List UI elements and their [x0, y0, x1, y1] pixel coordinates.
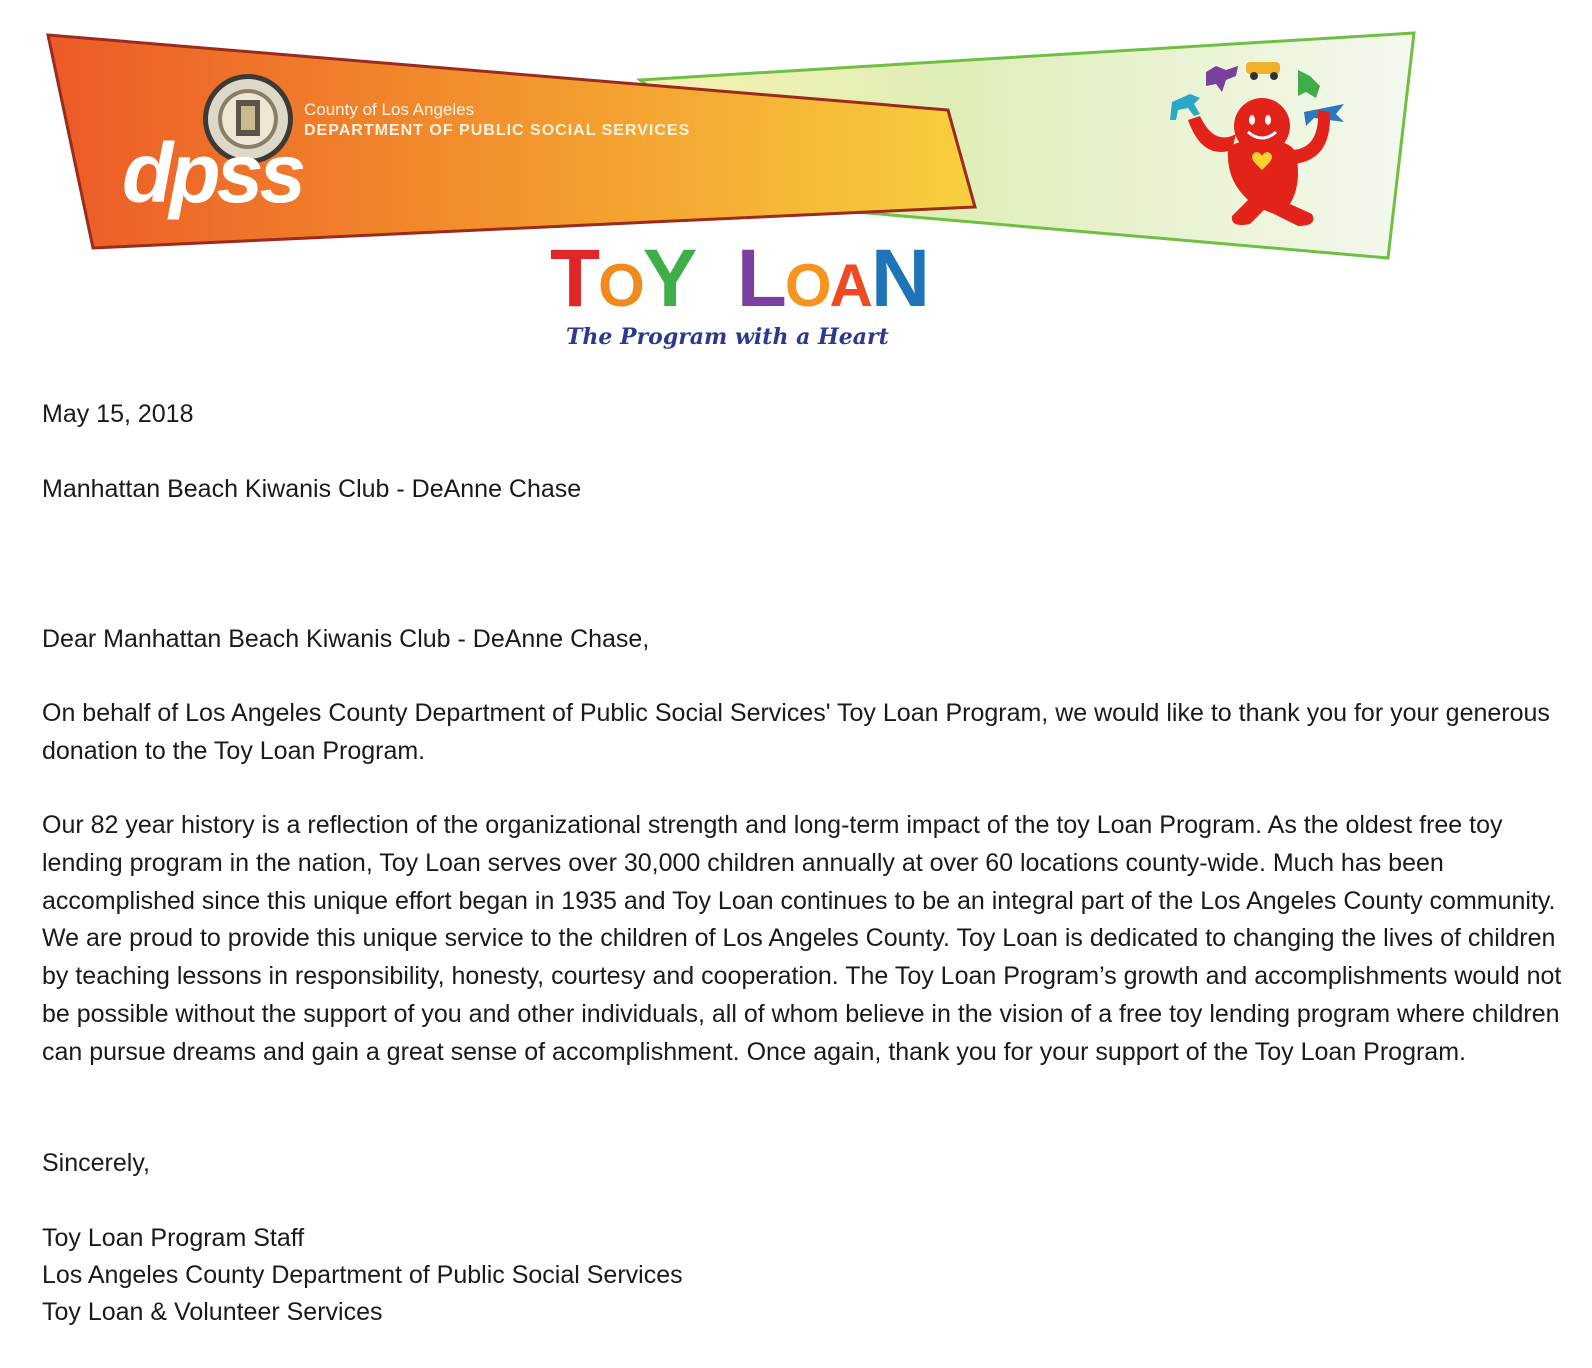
signature-line: Toy Loan & Volunteer Services: [42, 1298, 383, 1326]
signature-line: Los Angeles County Department of Public Social Services: [42, 1261, 683, 1289]
letterhead-banner: [0, 0, 1592, 380]
letter-recipient: Manhattan Beach Kiwanis Club - DeAnne Chase: [42, 475, 582, 503]
dpss-logo: dpss: [122, 126, 303, 220]
department-name: DEPARTMENT OF PUBLIC SOCIAL SERVICES: [304, 122, 691, 139]
svg-text:TOY LOAN: TOY LOAN: [550, 233, 929, 324]
letter-salutation: Dear Manhattan Beach Kiwanis Club - DeAnne Chase,: [42, 625, 650, 653]
tagline: The Program with a Heart: [566, 324, 889, 350]
letter-closing: Sincerely,: [42, 1149, 150, 1177]
toy-loan-logo: [550, 233, 928, 324]
agency-name: County of Los Angeles: [304, 100, 475, 119]
letter-paragraph-2: Our 82 year history is a reflection of the organizational strength and long-term impact of the toy Loan Program. As the oldest free toy lending program in the nation, Toy Loan serves over 30,000 children annually at over 60 locations county-wide. Much has been accomplished since this unique effort began in 1935 and Toy Loan continues to be an integral part of the Los Angeles County community. We are proud to provide this unique service to the children of Los Angeles County. Toy Loan is dedicated to changing the lives of children by teaching lessons in responsibility, honesty, courtesy and cooperation. The Toy Loan Program’s growth and accomplishments would not be possible without the support of you and other individuals, all of whom believe in the vision of a free toy lending program where children can pursue dreams and gain a great sense of accomplishment. Once again, thank you for your support of the Toy Loan Program.: [42, 811, 1562, 1066]
letter-paragraph-1: On behalf of Los Angeles County Department of Public Social Services' Toy Loan Program, we would like to thank you for your generous donation to the Toy Loan Program.: [42, 699, 1550, 765]
letter-date: May 15, 2018: [42, 400, 194, 428]
signature-line: Toy Loan Program Staff: [42, 1224, 305, 1252]
